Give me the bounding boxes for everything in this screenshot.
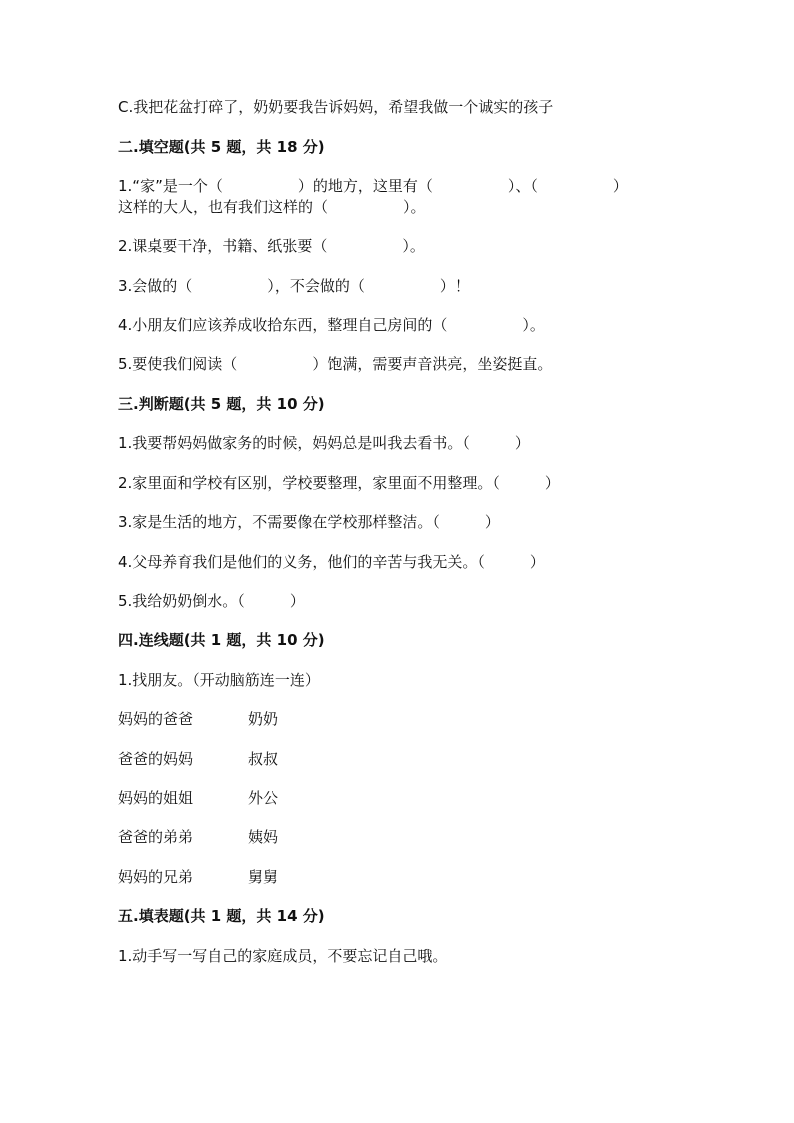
fill-question-1-cont: 这样的大人，也有我们这样的（ ）。 <box>118 198 426 216</box>
match-left-item: 妈妈的爸爸 <box>118 710 194 728</box>
match-left-item: 爸爸的妈妈 <box>118 750 194 768</box>
match-left-item: 妈妈的兄弟 <box>118 868 194 886</box>
section-2-heading: 二.填空题(共 5 题，共 18 分) <box>118 138 325 156</box>
section-4-heading: 四.连线题(共 1 题，共 10 分) <box>118 631 325 649</box>
section-3-heading: 三.判断题(共 5 题，共 10 分) <box>118 395 325 413</box>
fill-question-1: 1.“家”是一个（ ）的地方，这里有（ ）、（ ） <box>118 177 628 195</box>
judge-question-4: 4.父母养育我们是他们的义务，他们的辛苦与我无关。（ ） <box>118 553 545 571</box>
table-question-1: 1.动手写一写自己的家庭成员，不要忘记自己哦。 <box>118 947 448 965</box>
match-right-item: 叔叔 <box>248 750 279 768</box>
fill-question-4: 4.小朋友们应该养成收拾东西，整理自己房间的（ ）。 <box>118 316 545 334</box>
option-c-text: C.我把花盆打碎了，奶奶要我告诉妈妈，希望我做一个诚实的孩子 <box>118 98 554 116</box>
match-right-item: 外公 <box>248 789 279 807</box>
match-right-item: 奶奶 <box>248 710 279 728</box>
match-left-item: 爸爸的弟弟 <box>118 828 194 846</box>
fill-question-2: 2.课桌要干净，书籍、纸张要（ ）。 <box>118 237 425 255</box>
judge-question-3: 3.家是生活的地方，不需要像在学校那样整洁。（ ） <box>118 513 500 531</box>
match-right-item: 姨妈 <box>248 828 279 846</box>
match-left-item: 妈妈的姐姐 <box>118 789 194 807</box>
judge-question-1: 1.我要帮妈妈做家务的时候，妈妈总是叫我去看书。（ ） <box>118 434 530 452</box>
fill-question-3: 3.会做的（ ），不会做的（ ）！ <box>118 277 470 295</box>
match-right-item: 舅舅 <box>248 868 279 886</box>
section-5-heading: 五.填表题(共 1 题，共 14 分) <box>118 907 325 925</box>
match-question-1: 1.找朋友。（开动脑筋连一连） <box>118 671 320 689</box>
judge-question-5: 5.我给奶奶倒水。（ ） <box>118 592 305 610</box>
fill-question-5: 5.要使我们阅读（ ）饱满，需要声音洪亮，坐姿挺直。 <box>118 355 553 373</box>
judge-question-2: 2.家里面和学校有区别，学校要整理，家里面不用整理。（ ） <box>118 474 560 492</box>
